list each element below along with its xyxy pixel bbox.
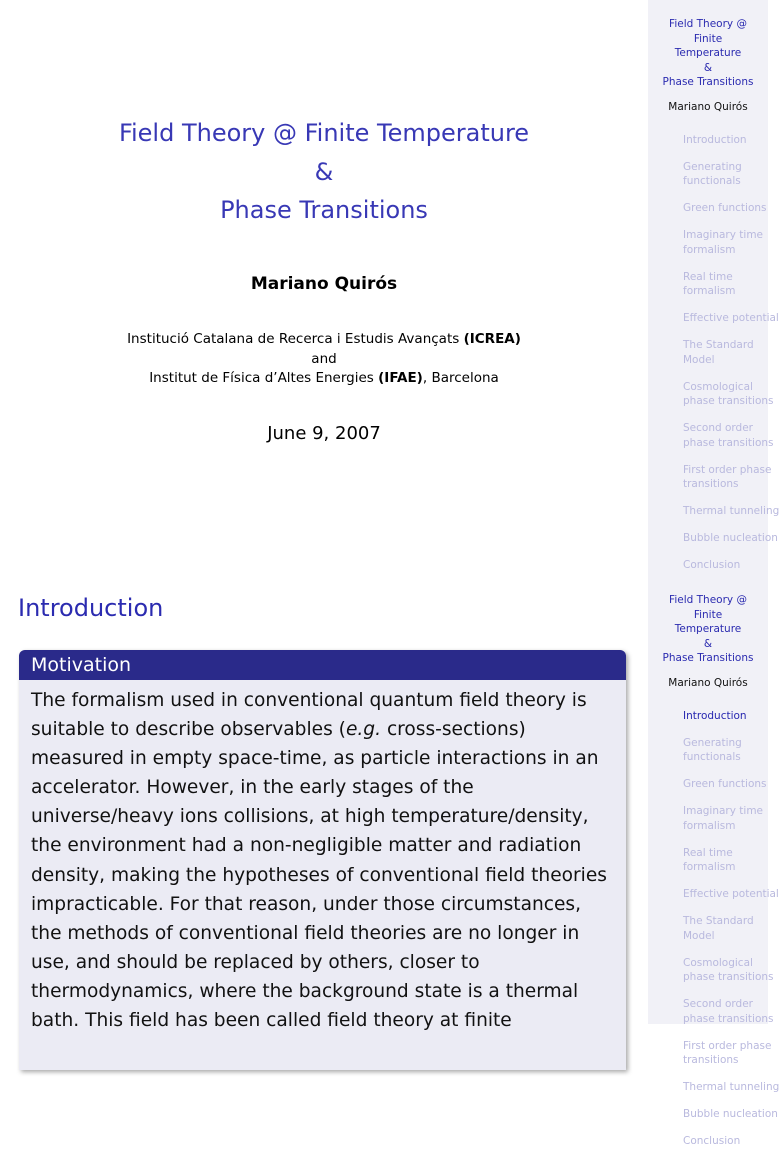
block-title: Motivation [19,650,626,680]
body-line-7: density, making the hypotheses of conventional field theories [31,864,607,886]
sidebar-title-line: & [703,61,713,74]
sidebar-title-line: Phase Transitions [662,652,754,664]
sidebar-item-label: functionals [683,175,741,187]
body-line-12: bath. This field has been called field theory at finite [31,1010,512,1032]
sidebar-author[interactable]: Mariano Quirós [668,676,748,689]
sidebar-item-label: phase transitions [683,436,774,449]
sidebar-item-label: Introduction [683,133,747,146]
sidebar-item-label: Imaginary time [683,805,764,817]
block-body [19,680,626,1035]
sidebar-navigation [648,0,779,576]
institution-ifae-abbr: (IFAE) [378,370,423,386]
body-line-2-post: cross-sections) [381,719,526,741]
sidebar-title-line: Temperature [674,623,742,635]
body-line-2-em: e.g. [345,719,382,741]
sidebar-item-label: Model [683,929,715,942]
sidebar-item-bubble-nucleation[interactable] [683,531,778,546]
sidebar-item-thermal-tunneling[interactable] [683,504,779,519]
sidebar-item-green-functions[interactable] [683,201,767,216]
sidebar-item-label: First order phase [683,1039,772,1052]
sidebar-item-label: Second order [683,998,753,1010]
sidebar-item-label: Bubble nucleation [683,1108,778,1120]
title-line-1: Field Theory @ Finite Temperature [118,119,530,147]
institution-icrea-abbr: (ICREA) [463,331,521,347]
sidebar-item-green-functions[interactable] [683,777,767,792]
sidebar-item-label: transitions [683,478,739,490]
body-line-1: The formalism used in conventional quantum field theory is [31,690,587,711]
presentation-date: June 9, 2007 [267,423,381,444]
sidebar-item-label: Conclusion [683,559,741,571]
sidebar-item-conclusion[interactable] [683,558,764,573]
sidebar-item-label: Generating [683,736,742,749]
body-line-2 [31,715,616,744]
institution-city: , Barcelona [422,370,499,386]
sidebar-item-label: formalism [683,285,736,297]
sidebar-item-cosmological-phase-transitions[interactable] [683,380,774,409]
sidebar-item-label: Conclusion [683,1135,741,1147]
sidebar-item-label: Imaginary time [683,229,764,241]
sidebar-item-label: Thermal tunneling [683,1081,779,1093]
motivation-block [19,650,626,1070]
sidebar-item-label: Introduction [683,709,747,722]
sidebar-item-label: transitions [683,1054,739,1066]
body-line-4: accelerator. However, in the early stages of the [31,777,474,799]
sidebar-title[interactable] [648,593,768,666]
body-line-2-pre: suitable to describe observables ( [31,719,346,741]
sidebar-item-effective-potential[interactable] [683,887,779,902]
sidebar-item-second-order-phase-transitions[interactable] [683,421,774,450]
sidebar-item-label: Bubble nucleation [683,532,778,544]
sidebar-item-second-order-phase-transitions[interactable] [683,997,774,1026]
institution-icrea-name: Institució Catalana de Recerca i Estudis Avançats [127,331,464,347]
sidebar-item-label: Generating [683,160,742,173]
institution-line-2: and [311,350,337,367]
sidebar-item-thermal-tunneling[interactable] [683,1080,779,1095]
sidebar-section-list [648,709,779,1149]
frame-title: Introduction [18,594,164,622]
body-line-3: measured in empty space-time, as particle interactions in an [31,748,599,770]
body-line-8: impracticable. For that reason, under those circumstances, [31,893,582,915]
sidebar-item-introduction[interactable] [683,709,764,724]
sidebar-item-effective-potential[interactable] [683,311,779,326]
sidebar-item-label: formalism [683,819,736,832]
body-line-5: universe/heavy ions collisions, at high temperature/density, [31,806,589,828]
sidebar-item-label: Real time [683,270,733,283]
institution-block [0,330,648,389]
institution-line-3 [0,369,648,389]
sidebar-title-line: Finite [693,608,723,621]
sidebar-title-line: Temperature [674,47,742,59]
sidebar-title-line: Field Theory @ [669,594,747,606]
sidebar-item-conclusion[interactable] [683,1134,764,1149]
sidebar-item-cosmological-phase-transitions[interactable] [683,956,774,985]
sidebar-title-line: Finite [693,32,723,45]
institution-line-1 [0,330,648,350]
sidebar-item-first-order-phase-transitions[interactable] [683,463,772,492]
sidebar-item-bubble-nucleation[interactable] [683,1107,778,1122]
body-line-9: the methods of conventional field theories are no longer in [31,922,580,944]
sidebar-item-label: phase transitions [683,395,774,407]
body-line-6: the environment had a non-negligible matter and radiation [31,835,582,857]
title-line-3: Phase Transitions [220,196,428,224]
sidebar-item-real-time-formalism[interactable] [683,270,764,299]
presentation-title [0,114,648,230]
sidebar-title-line: & [703,637,713,650]
sidebar-item-introduction[interactable] [683,133,764,148]
sidebar-item-label: Thermal tunneling [683,505,779,517]
sidebar-item-label: Real time [683,846,733,859]
sidebar-item-first-order-phase-transitions[interactable] [683,1039,772,1068]
sidebar-item-label: formalism [683,243,736,256]
body-line-10: use, and should be replaced by others, closer to [31,951,480,973]
sidebar-title-line: Field Theory @ [669,18,747,30]
body-line-11: thermodynamics, where the background state is a thermal [31,980,579,1002]
sidebar-item-label: Green functions [683,202,767,214]
sidebar-item-label: Effective potential [683,888,779,900]
sidebar-title[interactable] [648,17,768,90]
sidebar-item-label: Second order [683,422,753,434]
sidebar-item-label: formalism [683,861,736,873]
sidebar-navigation [648,576,779,1147]
sidebar-section-list [648,133,779,573]
sidebar-author[interactable]: Mariano Quirós [668,100,748,113]
sidebar-item-label: phase transitions [683,1012,774,1025]
sidebar-item-label: Cosmological [683,956,753,969]
title-line-2: & [314,157,334,186]
sidebar-item-real-time-formalism[interactable] [683,846,764,875]
sidebar-item-imaginary-time-formalism[interactable] [683,228,764,257]
author-name: Mariano Quirós [250,274,398,294]
sidebar-item-label: Cosmological [683,380,753,393]
sidebar-item-label: Green functions [683,778,767,790]
sidebar-item-the-standard-model[interactable] [683,914,764,943]
sidebar-item-generating-functionals[interactable] [683,160,764,189]
sidebar-item-label: First order phase [683,463,772,476]
sidebar-item-label: The Standard [683,339,754,351]
sidebar-item-label: Model [683,353,715,366]
sidebar-title-line: Phase Transitions [662,76,754,88]
sidebar-item-imaginary-time-formalism[interactable] [683,804,764,833]
sidebar-item-label: The Standard [683,915,754,927]
sidebar-item-label: phase transitions [683,971,774,983]
sidebar-item-label: Effective potential [683,312,779,324]
sidebar-item-the-standard-model[interactable] [683,338,764,367]
sidebar-item-label: functionals [683,751,741,763]
sidebar-item-generating-functionals[interactable] [683,736,764,765]
institution-ifae-name: Institut de Física d’Altes Energies [149,370,379,386]
introduction-slide [0,576,779,1147]
